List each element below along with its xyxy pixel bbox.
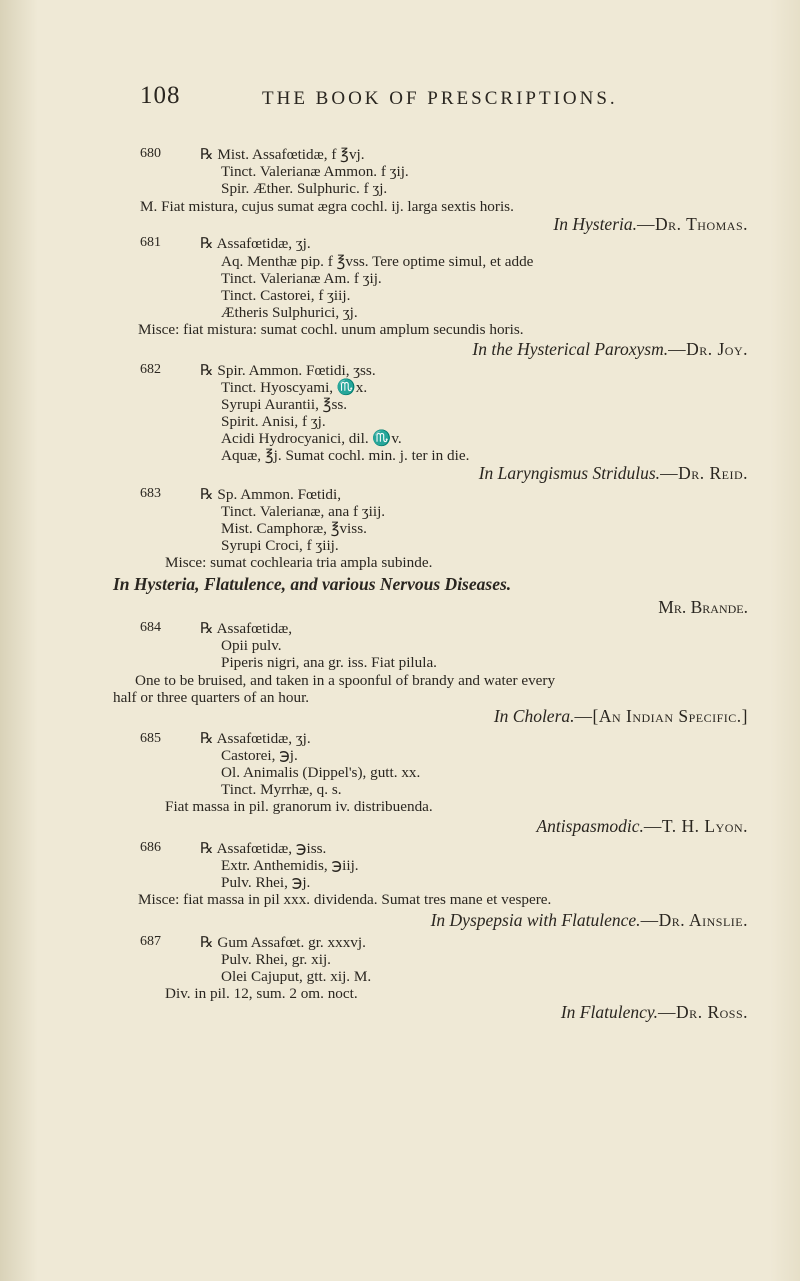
source-author: —T. H. Lyon. [643, 816, 748, 836]
recipe-number-681: 681 [140, 235, 161, 250]
recipe-line: Piperis nigri, ana gr. iss. Fiat pilula. [221, 654, 437, 671]
recipe-line: Tinct. Valerianæ Am. f ʒij. [221, 270, 382, 287]
recipe-line: Tinct. Myrrhæ, q. s. [221, 781, 342, 798]
source-condition: Antispasmodic. [536, 816, 644, 836]
recipe-line: Ol. Animalis (Dippel's), gutt. xx. [221, 764, 421, 781]
recipe-line: Tinct. Valerianæ Ammon. f ʒij. [221, 163, 409, 180]
recipe-line: Aq. Menthæ pip. f ℥vss. Tere optime simul, et adde [221, 253, 534, 270]
recipe-line: Spir. Æther. Sulphuric. f ʒj. [221, 180, 388, 197]
recipe-line: ℞ Assafœtidæ, [200, 620, 293, 637]
source-author: —Dr. Thomas. [637, 214, 748, 234]
recipe-instructions: One to be bruised, and taken in a spoonful of brandy and water every [135, 672, 556, 689]
source-condition: In Hysteria. [553, 214, 638, 234]
recipe-source [494, 707, 748, 725]
source-author: —Dr. Ross. [658, 1002, 748, 1022]
recipe-instructions: half or three quarters of an hour. [113, 689, 310, 706]
source-author: —Dr. Joy. [668, 339, 748, 359]
recipe-direction: Div. in pil. 12, sum. 2 om. noct. [165, 985, 358, 1002]
source-condition: In Cholera. [493, 706, 575, 726]
recipe-line: Olei Cajuput, gtt. xij. M. [221, 968, 372, 985]
recipe-line: Ætheris Sulphurici, ʒj. [221, 304, 358, 321]
source-author: —Dr. Reid. [660, 463, 748, 483]
recipe-source [561, 1003, 748, 1021]
recipe-number-685: 685 [140, 731, 161, 746]
source-condition: In the Hysterical Paroxysm. [472, 339, 669, 359]
recipe-source [536, 817, 748, 835]
recipe-line: Castorei, ℈j. [221, 747, 298, 764]
recipe-source [553, 215, 748, 233]
recipe-source [479, 464, 748, 482]
recipe-line: Tinct. Hyoscyami, ♏x. [221, 379, 368, 396]
recipe-line: Syrupi Aurantii, ℥ss. [221, 396, 348, 413]
recipe-number-684: 684 [140, 620, 161, 635]
source-condition: In Dyspepsia with Flatulence. [430, 910, 641, 930]
recipe-source [472, 340, 748, 358]
section-heading: In Hysteria, Flatulence, and various Nervous Diseases. [113, 574, 512, 594]
recipe-line: ℞ Spir. Ammon. Fœtidi, ʒss. [200, 362, 376, 379]
recipe-number-686: 686 [140, 840, 161, 855]
recipe-line: Mist. Camphoræ, ℥viss. [221, 520, 367, 537]
page-number: 108 [140, 82, 181, 109]
recipe-line: ℞ Mist. Assafœtidæ, f ℥vj. [200, 146, 365, 163]
recipe-line: Aquæ, ℥j. Sumat cochl. min. j. ter in die. [221, 447, 470, 464]
recipe-line: Opii pulv. [221, 637, 282, 654]
recipe-line: Syrupi Croci, f ʒiij. [221, 537, 339, 554]
running-head: THE BOOK OF PRESCRIPTIONS. [262, 88, 618, 109]
recipe-direction: Misce: fiat massa in pil xxx. dividenda. Sumat tres mane et vespere. [138, 891, 552, 908]
recipe-direction: Fiat massa in pil. granorum iv. distribuenda. [165, 798, 433, 815]
recipe-number-683: 683 [140, 486, 161, 501]
recipe-line: Pulv. Rhei, gr. xij. [221, 951, 331, 968]
recipe-line: ℞ Gum Assafœt. gr. xxxvj. [200, 934, 366, 951]
recipe-direction: M. Fiat mistura, cujus sumat ægra cochl. ij. larga sextis horis. [140, 198, 514, 215]
recipe-line: Spirit. Anisi, f ʒj. [221, 413, 326, 430]
recipe-number-687: 687 [140, 934, 161, 949]
recipe-line: Extr. Anthemidis, ℈iij. [221, 857, 359, 874]
recipe-line: Tinct. Valerianæ, ana f ʒiij. [221, 503, 386, 520]
recipe-source [431, 911, 748, 929]
recipe-line: Acidi Hydrocyanici, dil. ♏v. [221, 430, 402, 447]
recipe-number-680: 680 [140, 146, 161, 161]
source-condition: In Laryngismus Stridulus. [478, 463, 661, 483]
source-author: —[An Indian Specific.] [574, 706, 748, 726]
recipe-direction: Misce: sumat cochlearia tria ampla subinde. [165, 554, 433, 571]
recipe-number-682: 682 [140, 362, 161, 377]
recipe-line: Pulv. Rhei, ℈j. [221, 874, 311, 891]
recipe-line: ℞ Sp. Ammon. Fœtidi, [200, 486, 342, 503]
source-author: —Dr. Ainslie. [640, 910, 748, 930]
source-condition: In Flatulency. [560, 1002, 659, 1022]
recipe-line: ℞ Assafœtidæ, ʒj. [200, 235, 311, 252]
recipe-direction: Misce: fiat mistura: sumat cochl. unum amplum secundis horis. [138, 321, 524, 338]
section-author: Mr. Brande. [658, 597, 748, 617]
recipe-line: ℞ Assafœtidæ, ʒj. [200, 730, 311, 747]
recipe-line: ℞ Assafœtidæ, ℈iss. [200, 840, 327, 857]
recipe-line: Tinct. Castorei, f ʒiij. [221, 287, 351, 304]
